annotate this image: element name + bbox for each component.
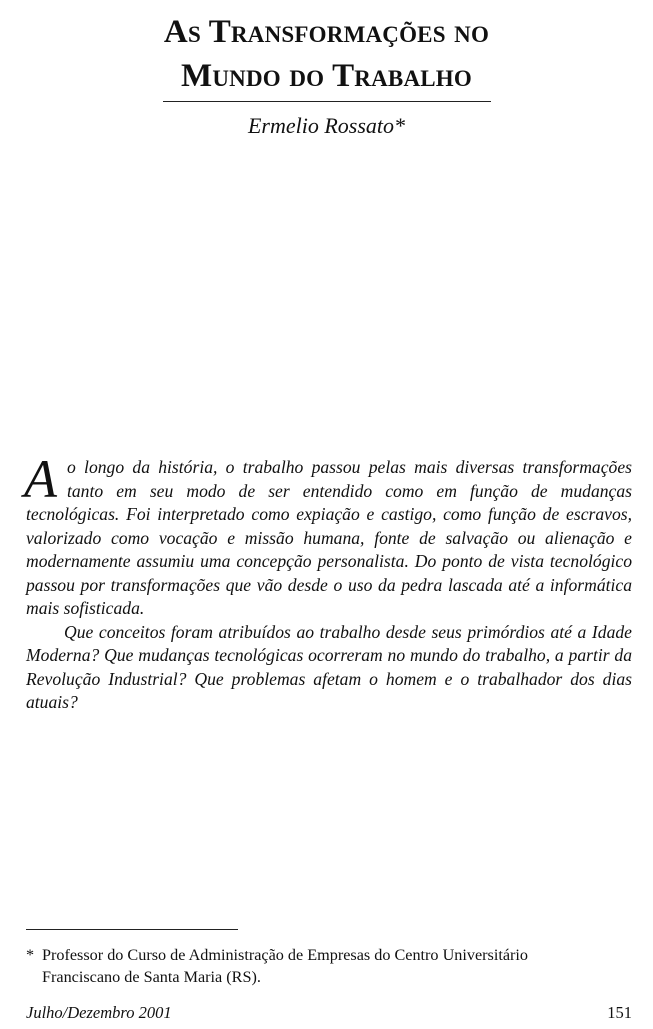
article-title-line-2: Mundo do Trabalho (181, 58, 472, 94)
footnote (26, 944, 632, 988)
abstract-paragraph-2: Que conceitos foram atribuídos ao trabalho desde seus primórdios até a Idade Moderna? Que mudanças tecnológicas ocorreram no mundo do trabalho, a partir da Revolução Industrial? Que problemas afetam o homem e o trabalhador dos dias atuais? (26, 621, 632, 712)
abstract-paragraph-1-text: o longo da história, o trabalho passou pelas mais diversas transformações tanto em seu modo de ser entendido como em função de mudanças tecnológicas. Foi interpretado como expiação e castigo, como função de escravos, valorizado como vocação e missão humana, fonte de salvação ou alienação e modernamente assumiu uma concepção personalista. Do ponto de vista tecnológico passou por transformações que vão desde o uso da pedra lascada até a informática mais sofisticada. (26, 457, 632, 618)
abstract-paragraph-1 (24, 449, 632, 621)
article-title-line-1: As Transformações no (163, 14, 490, 50)
title-divider (163, 101, 491, 102)
footnote-line-1: Professor do Curso de Administração de Empresas do Centro Universitário (42, 946, 528, 964)
issue-date: Julho/Dezembro 2001 (26, 1003, 172, 1022)
page-number: 151 (607, 1003, 632, 1022)
footnote-divider (26, 929, 238, 930)
drop-cap: A (24, 449, 57, 509)
abstract (24, 449, 632, 715)
footnote-marker: * (26, 946, 35, 964)
author-name: Ermelio Rossato* (247, 113, 406, 138)
footnote-line-2: Franciscano de Santa Maria (RS). (42, 968, 261, 986)
